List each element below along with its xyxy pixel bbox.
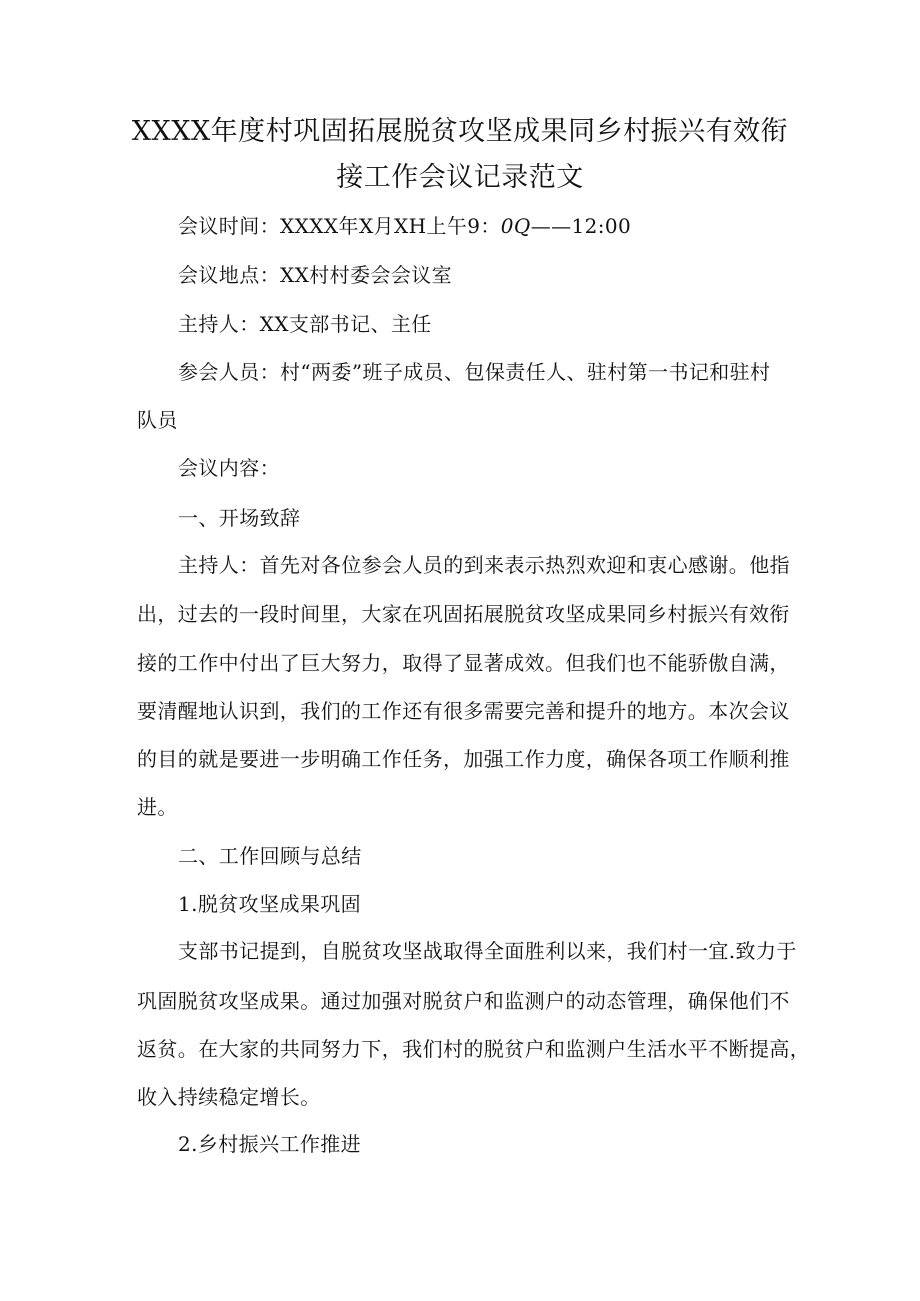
meeting-attendees-line-1: 参会人员：村“两委”班子成员、包保责任人、驻村第一书记和驻村: [178, 360, 771, 384]
document-title-line-1: XXXX年度村巩固拓展脱贫攻坚成果同乡村振兴有效衔: [131, 116, 789, 147]
meeting-host: 主持人：XX支部书记、主任: [178, 312, 432, 336]
section-2-paragraph-line: 收入持续稳定增长。: [137, 1085, 321, 1109]
section-1-paragraph-line: 进。: [137, 795, 178, 819]
meeting-time: [178, 216, 631, 236]
section-2-paragraph-line: 返贫。在大家的共同努力下，我们村的脱贫户和监测户生活水平不断提高，: [137, 1037, 811, 1061]
section-2-paragraph-line: 巩固脱贫攻坚成果。通过加强对脱贫户和监测户的动态管理，确保他们不: [137, 989, 790, 1013]
section-1-paragraph-line: 接的工作中付出了巨大努力，取得了显著成效。但我们也不能骄傲自满，: [137, 651, 790, 675]
meeting-time-suffix: ——12:00: [530, 214, 632, 238]
meeting-time-prefix: 会议时间：XXXX年X月XH上午9：: [178, 214, 501, 238]
meeting-place: 会议地点：XX村村委会会议室: [178, 263, 453, 287]
meeting-time-italic: 0Q: [500, 214, 531, 238]
meeting-attendees-line-2: 队员: [137, 408, 178, 432]
section-2-paragraph-line: 支部书记提到，自脱贫攻坚战取得全面胜利以来，我们村一宜.致力于: [178, 939, 797, 963]
section-2-subheading-1: 1.脱贫攻坚成果巩固: [178, 892, 362, 916]
section-1-paragraph-line: 要清醒地认识到，我们的工作还有很多需要完善和提升的地方。本次会议: [137, 699, 790, 723]
section-1-heading: 一、开场致辞: [178, 506, 301, 530]
section-1-paragraph-line: 主持人：首先对各位参会人员的到来表示热烈欢迎和衷心感谢。他指: [178, 553, 790, 577]
document-title-line-2: 接工作会议记录范文: [336, 162, 584, 193]
section-2-subheading-2: 2.乡村振兴工作推进: [178, 1132, 362, 1156]
section-2-heading: 二、工作回顾与总结: [178, 844, 362, 868]
meeting-content-label: 会议内容：: [178, 456, 280, 480]
section-1-paragraph-line: 出，过去的一段时间里，大家在巩固拓展脱贫攻坚成果同乡村振兴有效衔: [137, 602, 790, 626]
section-1-paragraph-line: 的目的就是要进一步明确工作任务，加强工作力度，确保各项工作顺利推: [137, 747, 790, 771]
